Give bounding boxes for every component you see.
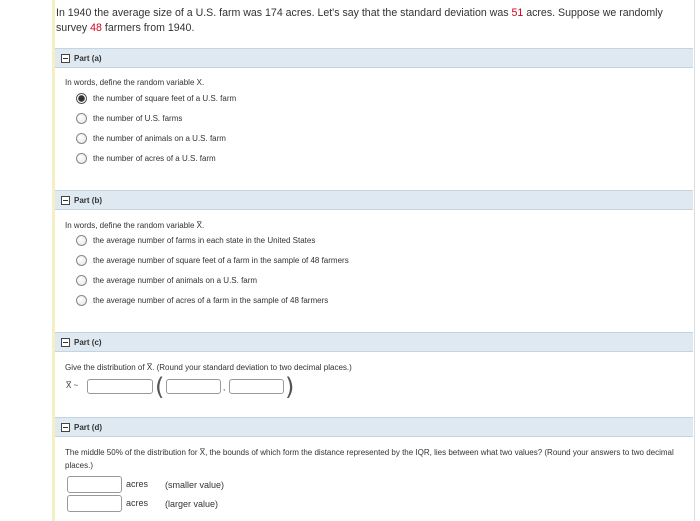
part-d-header[interactable] (55, 417, 693, 437)
part-a-option-3[interactable] (76, 131, 226, 145)
intro-text-3: farmers from 1940. (101, 22, 195, 34)
option-label: the number of square feet of a U.S. farm (93, 93, 237, 103)
radio-button[interactable] (76, 153, 87, 164)
radio-button[interactable] (76, 295, 87, 306)
sample-size-value: 48 (90, 22, 102, 34)
part-b-question: In words, define the random variable X̅. (65, 221, 205, 230)
collapse-icon[interactable] (61, 338, 70, 347)
unit-label: acres (126, 498, 149, 508)
intro-text-2: acres. Suppose we randomly survey (56, 7, 663, 34)
part-c-title: Part (c) (74, 337, 102, 347)
part-b-option-2[interactable] (76, 253, 349, 267)
radio-button[interactable] (76, 133, 87, 144)
part-a-question: In words, define the random variable X. (65, 78, 205, 87)
part-c-header[interactable] (55, 332, 693, 352)
left-margin (0, 0, 52, 521)
collapse-icon[interactable] (61, 196, 70, 205)
option-label: the average number of acres of a farm in the sample of 48 farmers (93, 295, 329, 305)
part-b-header[interactable] (55, 190, 693, 210)
option-label: the average number of animals on a U.S. farm (93, 275, 258, 285)
part-b-title: Part (b) (74, 195, 102, 205)
option-label: the number of animals on a U.S. farm (93, 133, 226, 143)
part-b-option-3[interactable] (76, 273, 257, 287)
part-b-option-1[interactable] (76, 233, 315, 247)
smaller-value-input[interactable] (67, 476, 122, 493)
smaller-value-label: (smaller value) (165, 480, 225, 490)
radio-button[interactable] (76, 113, 87, 124)
unit-label: acres (126, 479, 149, 489)
part-c-question: Give the distribution of X̅. (Round your standard deviation to two decimal places.) (65, 363, 352, 372)
standard-deviation-value: 51 (511, 7, 524, 19)
option-label: the number of acres of a U.S. farm (93, 153, 216, 163)
option-label: the average number of square feet of a farm in the sample of 48 farmers (93, 255, 349, 265)
mean-input[interactable] (166, 379, 221, 394)
radio-button[interactable] (76, 235, 87, 246)
comma-separator: , (223, 383, 226, 392)
distribution-variable: X̅ ~ (66, 381, 79, 390)
part-d-title: Part (d) (74, 422, 102, 432)
intro-text-1: In 1940 the average size of a U.S. farm was 174 acres. Let's say that the standard deviation was (56, 7, 512, 19)
part-b-option-4[interactable] (76, 293, 328, 307)
radio-button[interactable] (76, 275, 87, 286)
option-label: the number of U.S. farms (93, 113, 183, 123)
standard-deviation-input[interactable] (229, 379, 284, 394)
collapse-icon[interactable] (61, 423, 70, 432)
larger-value-label: (larger value) (165, 499, 219, 509)
option-label: the average number of farms in each state in the United States (93, 235, 316, 245)
radio-button-selected[interactable] (76, 93, 87, 104)
question-accent-bar (52, 0, 55, 521)
larger-value-input[interactable] (67, 495, 122, 512)
collapse-icon[interactable] (61, 54, 70, 63)
close-paren: ) (285, 373, 295, 401)
part-a-title: Part (a) (74, 53, 102, 63)
open-paren: ( (155, 373, 165, 401)
part-a-option-4[interactable] (76, 151, 216, 165)
part-a-option-1[interactable] (76, 91, 236, 105)
part-a-header[interactable] (55, 48, 693, 68)
problem-statement (56, 6, 686, 36)
part-d-question: The middle 50% of the distribution for X̅, the bounds of which form the distance represented by the IQR, lies between what two values? (Round your answers to two decimal places.) (65, 448, 674, 470)
part-a-option-2[interactable] (76, 111, 182, 125)
distribution-type-input[interactable] (87, 379, 153, 394)
radio-button[interactable] (76, 255, 87, 266)
